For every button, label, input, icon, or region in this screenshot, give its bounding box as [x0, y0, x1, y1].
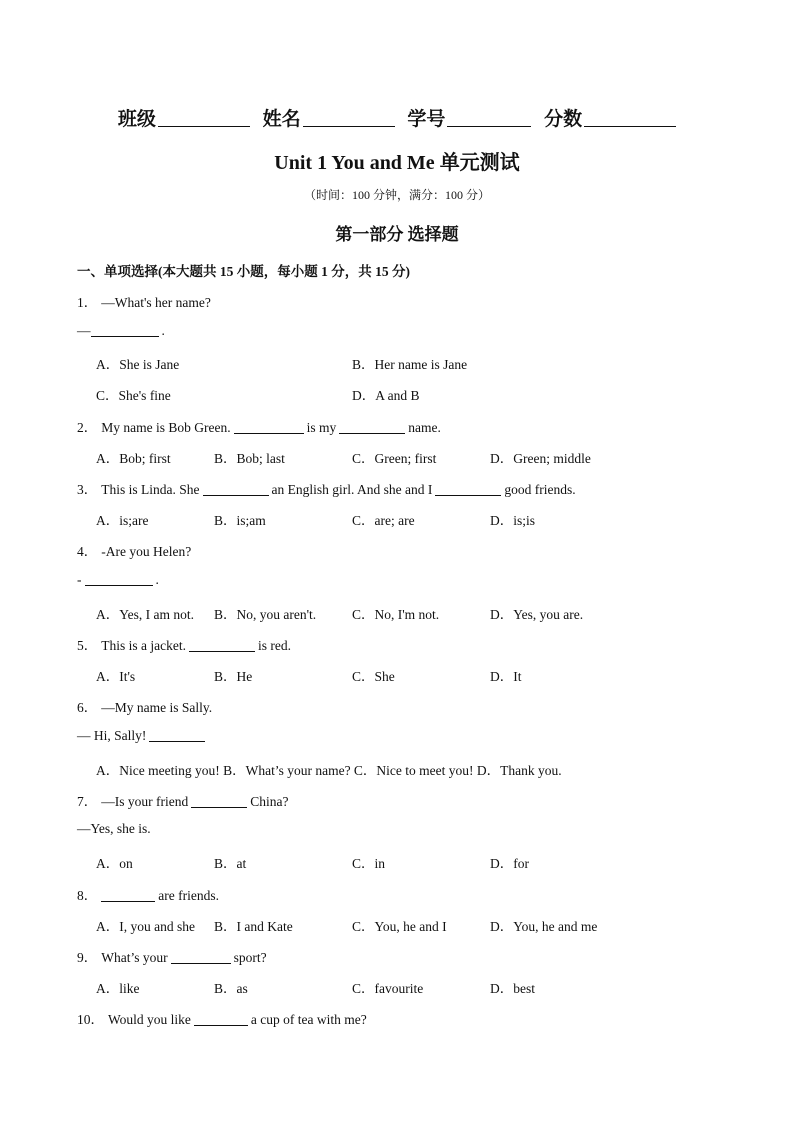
question-number: 4． — [77, 544, 98, 559]
option-a[interactable]: A．is;are — [96, 513, 149, 528]
answer-blank[interactable] — [85, 571, 153, 586]
class-label: 班级 — [117, 109, 156, 130]
class-field — [118, 104, 250, 131]
option-c[interactable]: C．She — [352, 669, 395, 684]
option-c[interactable]: C．Green; first — [352, 451, 437, 466]
answer-blank[interactable] — [91, 322, 159, 337]
option-c[interactable]: C．favourite — [352, 981, 424, 996]
answer-blank[interactable] — [194, 1011, 248, 1026]
question-text: What’s your — [101, 950, 168, 965]
option-d[interactable]: D．A and B — [352, 388, 420, 403]
number-label: 学号 — [407, 109, 446, 130]
question-text: a cup of tea with me? — [250, 1012, 367, 1027]
option-b[interactable]: B．No, you aren't. — [214, 607, 317, 622]
student-info-line — [0, 104, 794, 131]
question-text: is red. — [257, 638, 291, 653]
question-text: —Is your friend — [101, 794, 189, 809]
question-text: is my — [306, 420, 337, 435]
option-c[interactable]: C．in — [352, 856, 386, 871]
question-text: good friends. — [504, 482, 576, 497]
question-number: 1． — [77, 295, 98, 310]
option-b[interactable]: B．Her name is Jane — [352, 357, 468, 372]
option-a[interactable]: A．on — [96, 856, 133, 871]
answer-blank[interactable] — [189, 637, 255, 652]
question-number: 9． — [77, 950, 98, 965]
question-number: 10． — [77, 1012, 104, 1027]
option-b[interactable]: B．is;am — [214, 513, 266, 528]
option-d[interactable]: D．best — [490, 981, 535, 996]
question-number: 2． — [77, 420, 98, 435]
option-a[interactable]: A．Yes, I am not. — [96, 607, 195, 622]
question-4 — [77, 540, 191, 560]
option-a[interactable]: A．like — [96, 981, 140, 996]
option-d[interactable]: D．You, he and me — [490, 919, 598, 934]
question-text: This is Linda. She — [101, 482, 200, 497]
question-number: 5． — [77, 638, 98, 653]
answer-blank[interactable] — [339, 419, 405, 434]
option-c[interactable]: C．are; are — [352, 513, 415, 528]
option-a[interactable]: A．I, you and she — [96, 919, 195, 934]
dash: - — [77, 572, 82, 587]
question-6 — [77, 696, 212, 716]
question-3 — [77, 478, 576, 498]
class-blank[interactable] — [158, 108, 250, 127]
question-text: -Are you Helen? — [101, 544, 192, 559]
question-10 — [77, 1008, 367, 1028]
question-text: China? — [250, 794, 289, 809]
question-text: My name is Bob Green. — [101, 420, 231, 435]
section-title: 一、单项选择(本大题共 15 小题，每小题 1 分，共 15 分) — [77, 264, 410, 279]
question-number: 3． — [77, 482, 98, 497]
option-c[interactable]: C．No, I'm not. — [352, 607, 440, 622]
options-line[interactable]: A．Nice meeting you! B．What’s your name? C．Nice to meet you! D．Thank you. — [96, 763, 562, 778]
option-d[interactable]: D．is;is — [490, 513, 536, 528]
answer-blank[interactable] — [149, 727, 205, 742]
score-label: 分数 — [544, 109, 583, 130]
question-text: name. — [408, 420, 441, 435]
option-a[interactable]: A．It's — [96, 669, 136, 684]
question-text: sport? — [233, 950, 267, 965]
answer-blank[interactable] — [203, 481, 269, 496]
option-c[interactable]: C．She's fine — [96, 388, 171, 403]
name-blank[interactable] — [303, 108, 395, 127]
number-blank[interactable] — [447, 108, 531, 127]
question-number: 6． — [77, 700, 98, 715]
name-field — [263, 104, 395, 131]
option-d[interactable]: D．It — [490, 669, 522, 684]
question-1-answer-line — [77, 322, 165, 339]
period: . — [155, 572, 159, 587]
question-number: 8． — [77, 888, 98, 903]
option-b[interactable]: B．at — [214, 856, 247, 871]
part-title: 第一部分 选择题 — [335, 225, 459, 244]
option-a[interactable]: A．She is Jane — [96, 357, 180, 372]
dash: — — [77, 323, 91, 338]
period: . — [161, 323, 165, 338]
answer-blank[interactable] — [234, 419, 304, 434]
question-6-answer-line — [77, 727, 208, 744]
question-text: are friends. — [158, 888, 219, 903]
question-text: —What's her name? — [101, 295, 211, 310]
option-d[interactable]: D．Yes, you are. — [490, 607, 584, 622]
option-b[interactable]: B．He — [214, 669, 253, 684]
question-text: —My name is Sally. — [101, 700, 213, 715]
name-label: 姓名 — [262, 109, 301, 130]
option-b[interactable]: B．as — [214, 981, 248, 996]
question-7 — [77, 790, 288, 810]
question-text: — Hi, Sally! — [77, 728, 147, 743]
question-text: an English girl. And she and I — [271, 482, 433, 497]
option-a[interactable]: A．Bob; first — [96, 451, 171, 466]
page-title: Unit 1 You and Me 单元测试 — [274, 152, 520, 174]
question-1 — [77, 291, 211, 311]
question-2 — [77, 416, 441, 436]
option-c[interactable]: C．You, he and I — [352, 919, 447, 934]
option-d[interactable]: D．for — [490, 856, 529, 871]
question-number: 7． — [77, 794, 98, 809]
exam-info: （时间：100 分钟，满分：100 分） — [303, 188, 490, 202]
answer-blank[interactable] — [191, 793, 247, 808]
question-7-answer-line: —Yes, she is. — [77, 821, 151, 836]
number-field — [407, 104, 531, 131]
question-8 — [77, 884, 219, 904]
score-field — [544, 104, 676, 131]
question-4-answer-line — [77, 571, 159, 588]
question-9 — [77, 946, 267, 966]
score-blank[interactable] — [584, 108, 676, 127]
question-text: Would you like — [108, 1012, 191, 1027]
option-b[interactable]: B．I and Kate — [214, 919, 293, 934]
question-text: This is a jacket. — [101, 638, 186, 653]
option-d[interactable]: D．Green; middle — [490, 451, 591, 466]
answer-blank[interactable] — [171, 949, 231, 964]
answer-blank[interactable] — [435, 481, 501, 496]
answer-blank[interactable] — [101, 887, 155, 902]
option-b[interactable]: B．Bob; last — [214, 451, 285, 466]
question-5 — [77, 634, 291, 654]
